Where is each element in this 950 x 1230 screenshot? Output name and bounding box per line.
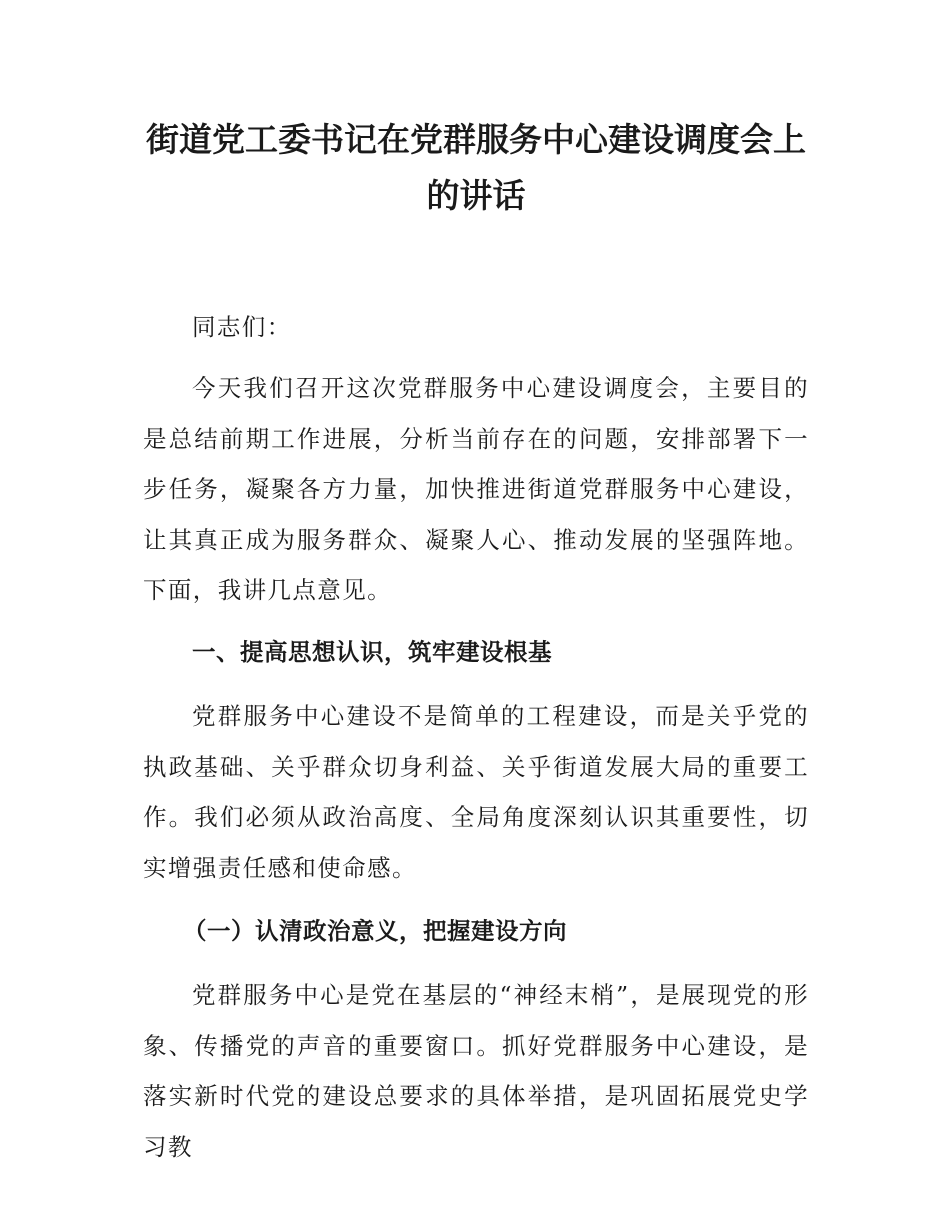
salutation: 同志们： — [192, 313, 292, 341]
paragraph-section-1: 党群服务中心建设不是简单的工程建设，而是关乎党的执政基础、关乎群众切身利益、关乎街道发展大局的重要工作。我们必须从政治高度、全局角度深刻认识其重要性，切实增强责任感和使命感。 — [143, 702, 809, 882]
section-heading-1: 一、提高思想认识，筑牢建设根基 — [192, 638, 552, 666]
subsection-heading-1: （一）认清政治意义，把握建设方向 — [183, 917, 567, 945]
document-title: 街道党工委书记在党群服务中心建设调度会上的讲话 — [146, 120, 806, 215]
paragraph-intro: 今天我们召开这次党群服务中心建设调度会，主要目的是总结前期工作进展，分析当前存在的问题，安排部署下一步任务，凝聚各方力量，加快推进街道党群服务中心建设，让其真正成为服务群众、凝聚人心、推动发展的坚强阵地。下面，我讲几点意见。 — [143, 374, 809, 604]
paragraph-subsection-1: 党群服务中心是党在基层的“神经末梢”，是展现党的形象、传播党的声音的重要窗口。抓好党群服务中心建设，是落实新时代党的建设总要求的具体举措，是巩固拓展党史学习教 — [143, 981, 809, 1161]
